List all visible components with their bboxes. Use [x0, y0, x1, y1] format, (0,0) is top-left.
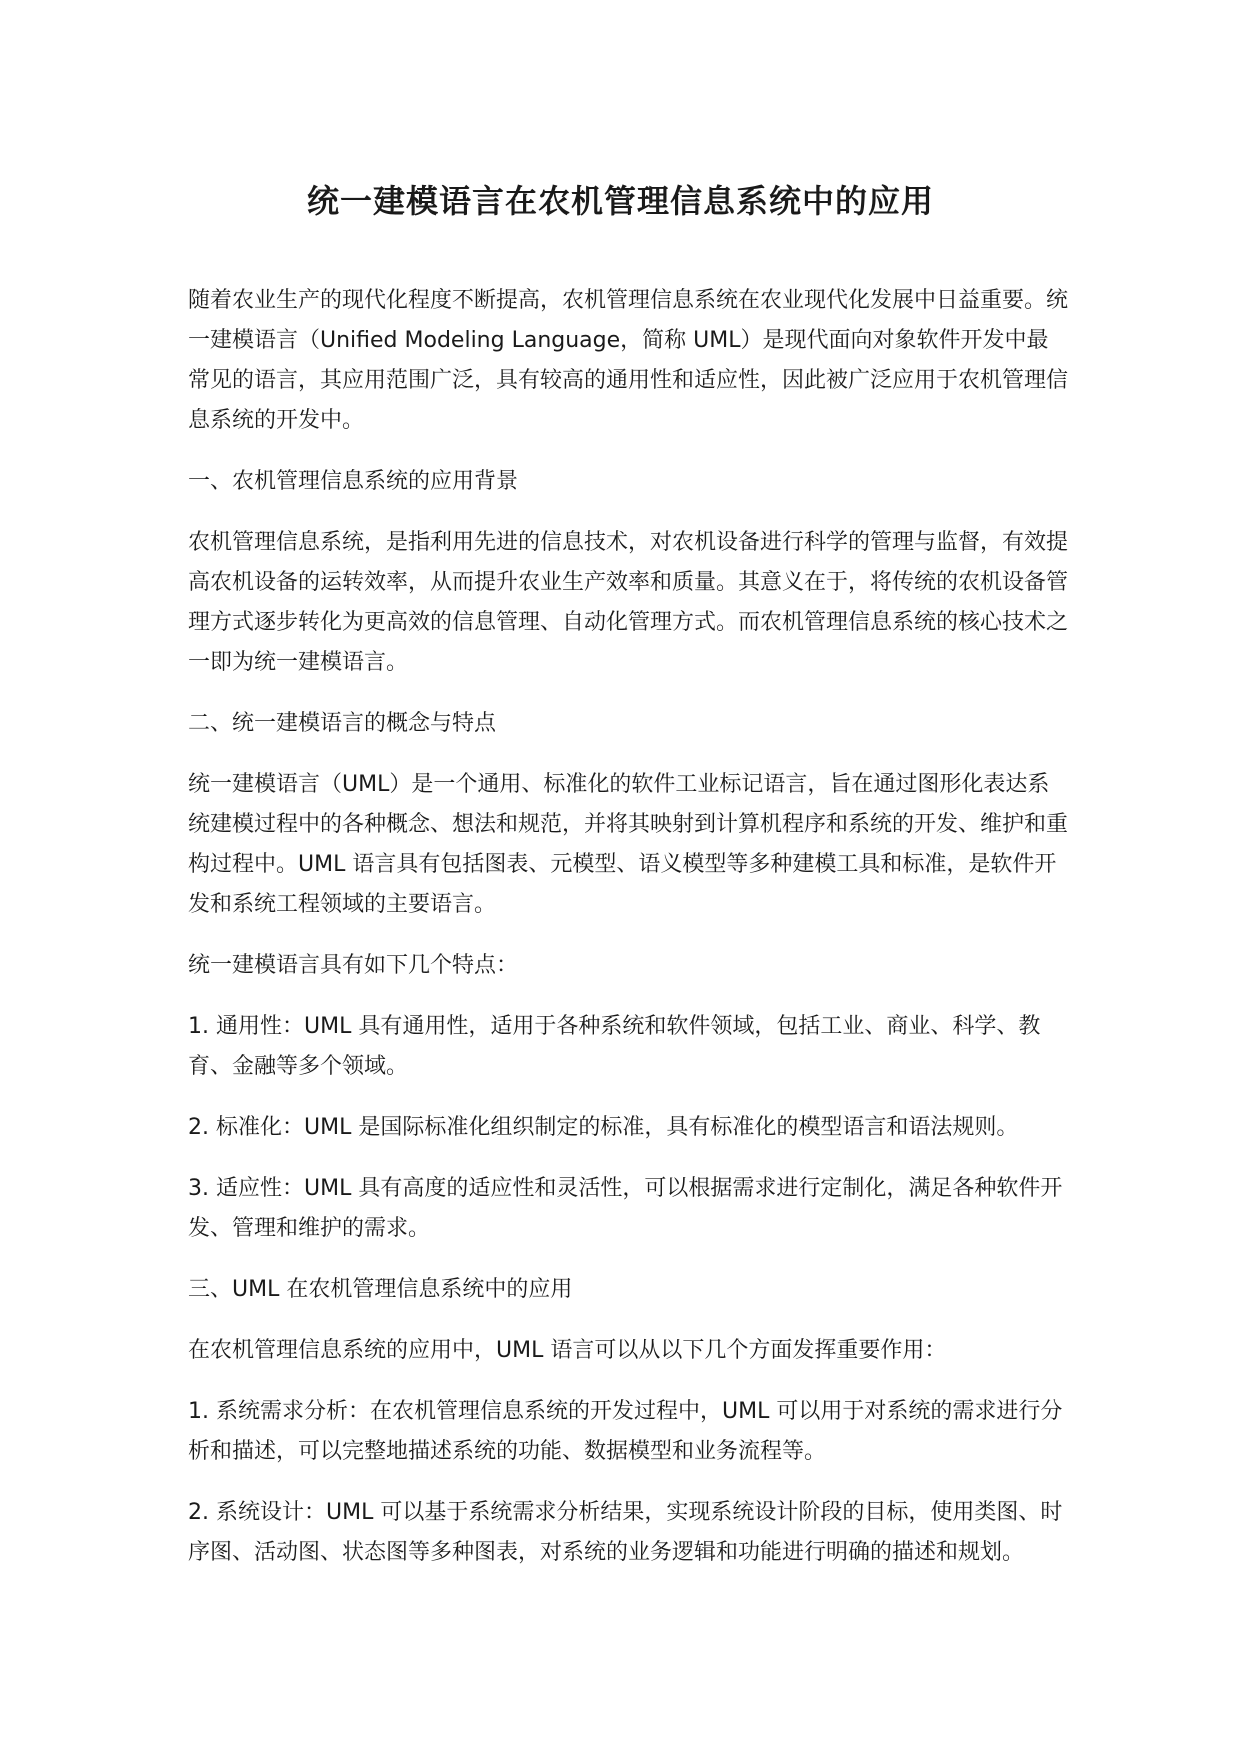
section-heading-3: 三、UML 在农机管理信息系统中的应用 — [188, 1277, 573, 1302]
feature-item-3: 3. 适应性：UML 具有高度的适应性和灵活性，可以根据需求进行定制化，满足各种软件开发、管理和维护的需求。 — [188, 1176, 1063, 1241]
section-heading-1: 一、农机管理信息系统的应用背景 — [188, 469, 519, 494]
application-item-1: 1. 系统需求分析：在农机管理信息系统的开发过程中，UML 可以用于对系统的需求进行分析和描述，可以完整地描述系统的功能、数据模型和业务流程等。 — [188, 1399, 1063, 1464]
features-intro: 统一建模语言具有如下几个特点： — [188, 953, 519, 978]
application-item-2: 2. 系统设计：UML 可以基于系统需求分析结果，实现系统设计阶段的目标，使用类图、时序图、活动图、状态图等多种图表，对系统的业务逻辑和功能进行明确的描述和规划。 — [188, 1500, 1063, 1565]
section-2-paragraph: 统一建模语言（UML）是一个通用、标准化的软件工业标记语言，旨在通过图形化表达系统建模过程中的各种概念、想法和规范，并将其映射到计算机程序和系统的开发、维护和重构过程中。UML 语言具有包括图表、元模型、语义模型等多种建模工具和标准，是软件开发和系统工程领域的主要语言。 — [188, 772, 1069, 917]
document-body — [188, 281, 1068, 1594]
feature-item-2: 2. 标准化：UML 是国际标准化组织制定的标准，具有标准化的模型语言和语法规则。 — [188, 1115, 1019, 1140]
section-1-paragraph: 农机管理信息系统，是指利用先进的信息技术，对农机设备进行科学的管理与监督，有效提高农机设备的运转效率，从而提升农业生产效率和质量。其意义在于，将传统的农机设备管理方式逐步转化为更高效的信息管理、自动化管理方式。而农机管理信息系统的核心技术之一即为统一建模语言。 — [188, 530, 1069, 675]
page-title: 统一建模语言在农机管理信息系统中的应用 — [306, 182, 934, 220]
feature-item-1: 1. 通用性：UML 具有通用性，适用于各种系统和软件领域，包括工业、商业、科学、教育、金融等多个领域。 — [188, 1014, 1041, 1079]
intro-paragraph: 随着农业生产的现代化程度不断提高，农机管理信息系统在农业现代化发展中日益重要。统一建模语言（Unified Modeling Language，简称 UML）是现代面向对象软件开发中最常见的语言，其应用范围广泛，具有较高的通用性和适应性，因此被广泛应用于农机管理信息系统的开发中。 — [188, 288, 1069, 433]
section-3-intro: 在农机管理信息系统的应用中，UML 语言可以从以下几个方面发挥重要作用： — [188, 1338, 947, 1363]
section-heading-2: 二、统一建模语言的概念与特点 — [188, 711, 497, 736]
